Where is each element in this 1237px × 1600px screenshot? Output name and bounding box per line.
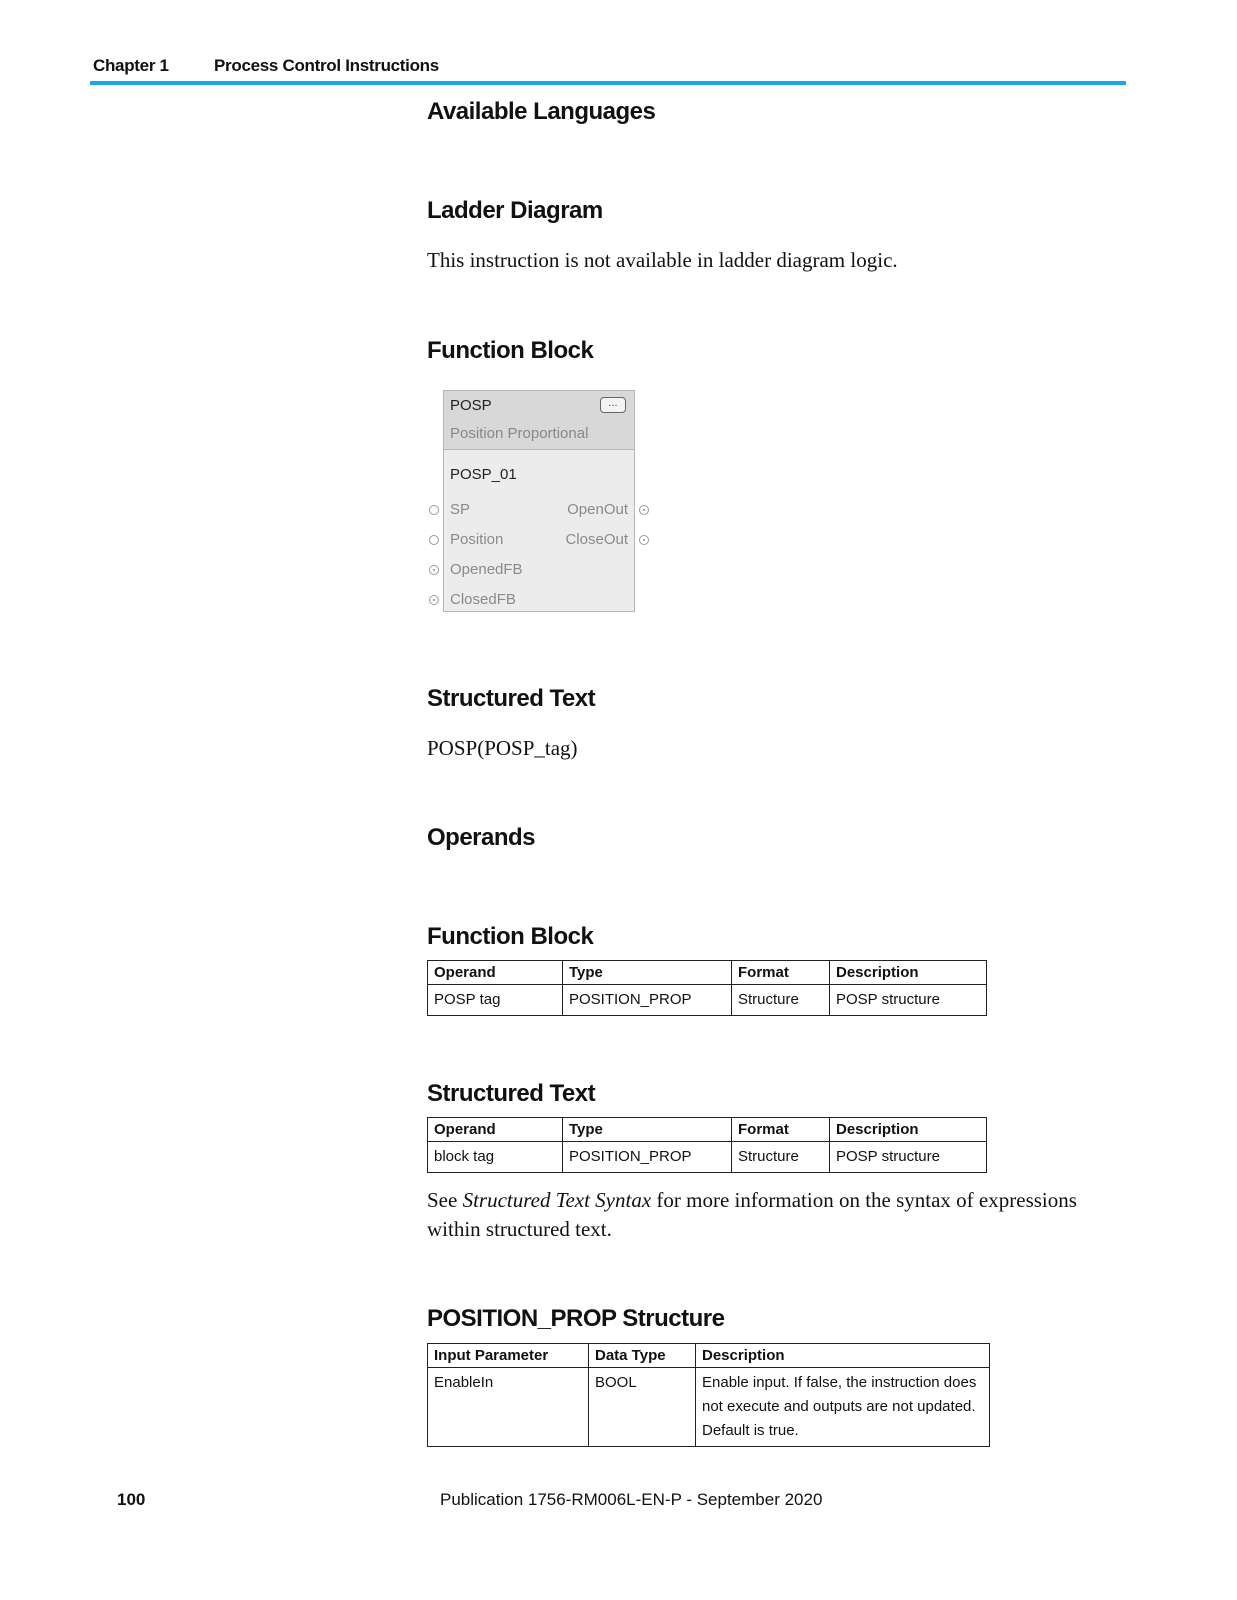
heading-operands-function-block: Function Block (427, 923, 594, 950)
table-header-row (428, 1344, 990, 1368)
input-connector-icon[interactable] (429, 535, 439, 545)
ladder-text: This instruction is not available in ladder diagram logic. (427, 248, 898, 272)
fb-output-openout: OpenOut (567, 501, 628, 518)
fb-input-closedfb: ClosedFB (450, 591, 516, 608)
heading-position-prop-structure: POSITION_PROP Structure (427, 1305, 725, 1332)
heading-structured-text: Structured Text (427, 685, 596, 712)
column-header: Input Parameter (428, 1344, 589, 1368)
fb-input-position: Position (450, 531, 504, 548)
table-cell: Structure (732, 985, 830, 1016)
fb-input-sp: SP (450, 501, 471, 518)
st-syntax: POSP(POSP_tag) (427, 736, 578, 760)
heading-function-block: Function Block (427, 337, 594, 364)
fb-tag-name: POSP_01 (450, 466, 517, 483)
input-connector-icon[interactable] (429, 505, 439, 515)
table-cell: block tag (428, 1142, 563, 1173)
heading-operands: Operands (427, 824, 536, 851)
structured-text-syntax-link[interactable]: Structured Text Syntax (462, 1188, 652, 1212)
column-header: Description (696, 1344, 990, 1368)
table-cell: POSP tag (428, 985, 563, 1016)
table-row (428, 985, 987, 1016)
description-text: Enable input. If false, the instruction does not execute and outputs are not updated. (702, 1374, 977, 1415)
output-connector-icon[interactable] (639, 535, 649, 545)
header-rule (90, 81, 1126, 85)
see-suffix: for more information on the syntax of expressions within structured text. (427, 1188, 1077, 1241)
default-text: Default is true. (702, 1422, 799, 1439)
column-header: Data Type (589, 1344, 696, 1368)
table-cell: POSP structure (830, 985, 987, 1016)
input-connector-icon[interactable] (429, 565, 439, 575)
column-header: Operand (428, 1118, 563, 1142)
operands-st-table (427, 1117, 987, 1173)
column-header: Description (830, 961, 987, 985)
fb-header (444, 391, 634, 450)
fb-input-openedfb: OpenedFB (450, 561, 523, 578)
column-header: Type (563, 1118, 732, 1142)
position-prop-structure-table (427, 1343, 990, 1447)
output-connector-icon[interactable] (639, 505, 649, 515)
input-connector-icon[interactable] (429, 595, 439, 605)
function-block-diagram (443, 390, 635, 612)
fb-output-closeout: CloseOut (565, 531, 628, 548)
table-cell: BOOL (589, 1368, 696, 1447)
heading-available-languages: Available Languages (427, 98, 656, 125)
column-header: Operand (428, 961, 563, 985)
publication-info: Publication 1756-RM006L-EN-P - September 2020 (440, 1490, 823, 1509)
table-header-row (428, 1118, 987, 1142)
heading-operands-structured-text: Structured Text (427, 1080, 596, 1107)
table-row (428, 1142, 987, 1173)
column-header: Format (732, 961, 830, 985)
table-cell: Structure (732, 1142, 830, 1173)
see-prefix: See (427, 1188, 463, 1212)
chapter-title: Process Control Instructions (214, 56, 439, 75)
column-header: Description (830, 1118, 987, 1142)
table-cell: POSITION_PROP (563, 985, 732, 1016)
heading-ladder-diagram: Ladder Diagram (427, 197, 603, 224)
fb-properties-button[interactable]: ... (600, 397, 626, 413)
table-header-row (428, 961, 987, 985)
table-cell (696, 1368, 990, 1447)
table-cell: POSP structure (830, 1142, 987, 1173)
table-cell: POSITION_PROP (563, 1142, 732, 1173)
fb-instruction-name: POSP (450, 397, 492, 414)
chapter-label: Chapter 1 (93, 56, 169, 75)
table-row (428, 1368, 990, 1447)
table-cell: EnableIn (428, 1368, 589, 1447)
column-header: Format (732, 1118, 830, 1142)
operands-fb-table (427, 960, 987, 1016)
column-header: Type (563, 961, 732, 985)
page-number: 100 (117, 1490, 146, 1509)
see-structured-text-note (427, 1186, 1117, 1244)
fb-instruction-description: Position Proportional (450, 425, 589, 442)
